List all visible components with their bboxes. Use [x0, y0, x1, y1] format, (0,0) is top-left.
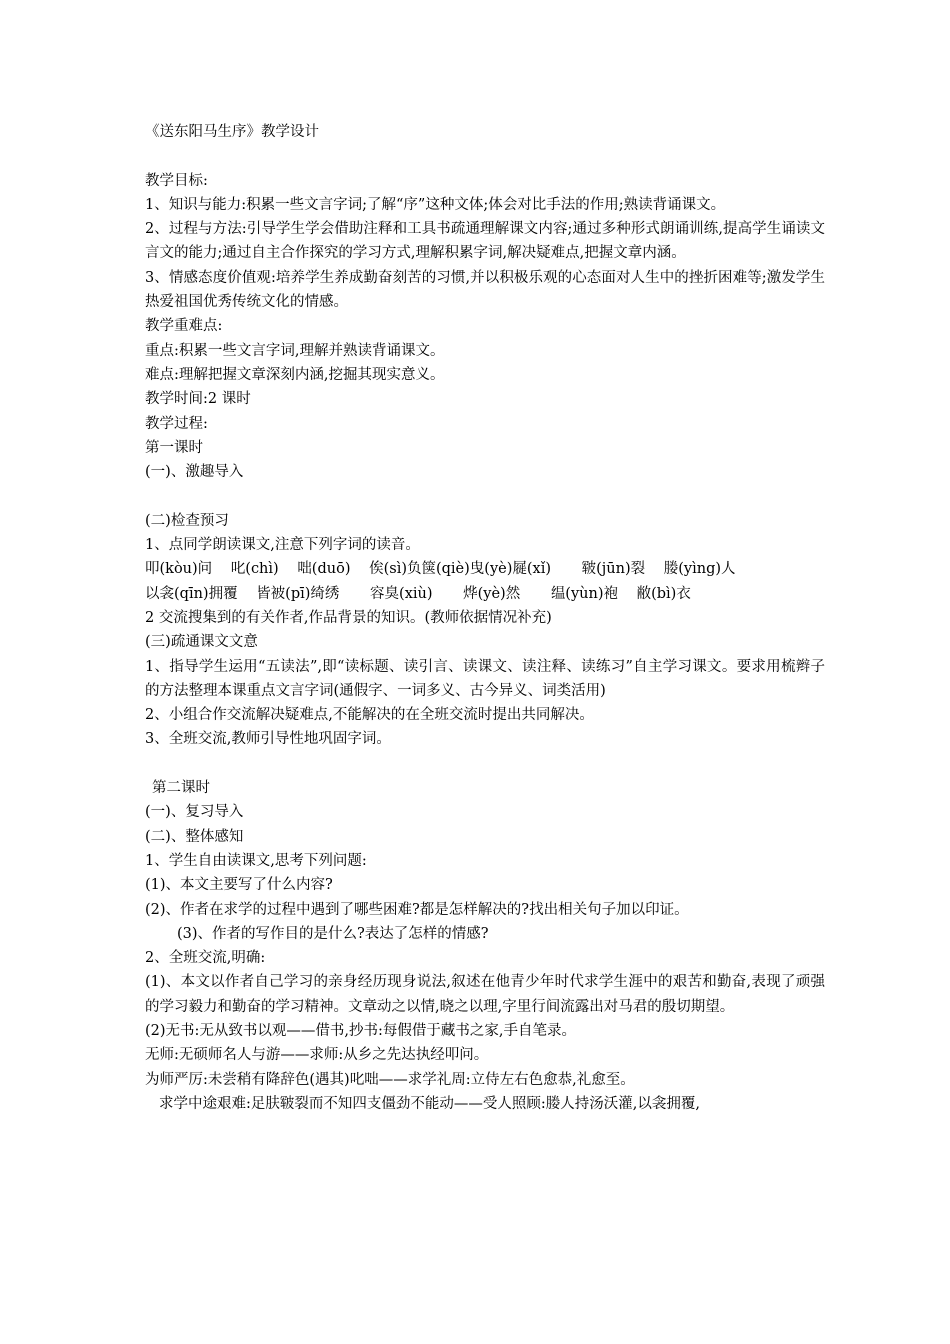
objective-2: 2、过程与方法:引导学生学会借助注释和工具书疏通理解课文内容;通过多种形式朗诵训练,提高学生诵读文言文的能力;通过自主合作探究的学习方式,理解积累字词,解决疑难点,把握文章内涵。 [145, 221, 825, 262]
document-page [145, 120, 825, 1116]
answer-4: 为师严厉:未尝稍有降辞色(遇其)叱咄——求学礼周:立侍左右色愈恭,礼愈至。 [145, 1071, 635, 1088]
pron-word: 敝(bì)衣 [636, 585, 691, 602]
understand-item-3: 3、全班交流,教师引导性地巩固字词。 [145, 731, 391, 748]
question-2: (2)、作者在求学的过程中遇到了哪些困难?都是怎样解决的?找出相关句子加以印证。 [145, 901, 689, 918]
understand-item-2: 2、小组合作交流解决疑难点,不能解决的在全班交流时提出共同解决。 [145, 707, 594, 724]
pron-word: 容臭(xiù) [370, 585, 433, 602]
lesson-1-section-3: (三)疏通课文文意 [145, 634, 258, 651]
lesson-2-section-2: (二)、整体感知 [145, 828, 244, 845]
key-point: 重点:积累一些文言字词,理解并熟读背诵课文。 [145, 342, 445, 359]
answer-1: (1)、本文以作者自己学习的亲身经历现身说法,叙述在他青少年时代求学生涯中的艰苦和勤奋,表现了顽强的学习毅力和勤奋的学习精神。文章动之以情,晓之以理,字里行间流露出对马君的殷切期望。 [145, 974, 825, 1015]
spacer [145, 752, 825, 776]
question-3: (3)、作者的写作目的是什么?表达了怎样的情感? [177, 925, 489, 942]
understand-item-1: 1、指导学生运用“五读法”,即“读标题、读引言、读课文、读注释、读练习”自主学习课文。要求用梳辫子的方法整理本课重点文言字词(通假字、一词多义、古今异义、词类活用) [145, 658, 825, 699]
process-heading: 教学过程: [145, 415, 208, 432]
lesson-2-item-2: 2、全班交流,明确: [145, 950, 266, 967]
objective-3: 3、情感态度价值观:培养学生养成勤奋刻苦的习惯,并以积极乐观的心态面对人生中的挫折困难等;激发学生热爱祖国优秀传统文化的情感。 [145, 269, 825, 311]
lesson-1-heading: 第一课时 [145, 439, 203, 456]
answer-5: 求学中途艰难:足肤皲裂而不知四支僵劲不能动——受人照顾:媵人持汤沃灌,以衾拥覆, [159, 1095, 700, 1112]
pron-word: 缊(yùn)袍 [550, 585, 618, 602]
spacer [145, 484, 825, 508]
pron-word: 俟(sì)负箧(qiè)曳(yè)屣(xǐ) [369, 561, 552, 578]
lesson-1-section-2: (二)检查预习 [145, 512, 229, 529]
pron-word: 以衾(qīn)拥覆 [145, 585, 238, 602]
answer-3: 无师:无硕师名人与游——求师:从乡之先达执经叩问。 [145, 1047, 489, 1064]
answer-2: (2)无书:无从致书以观——借书,抄书:每假借于藏书之家,手自笔录。 [145, 1022, 577, 1039]
lesson-2-section-1: (一)、复习导入 [145, 804, 244, 821]
pronunciation-line-1 [145, 557, 825, 581]
pron-word: 皲(jūn)裂 [581, 561, 646, 578]
document-title: 《送东阳马生序》教学设计 [145, 124, 319, 140]
preview-item-1: 1、点同学朗读课文,注意下列字词的读音。 [145, 537, 420, 554]
question-1: (1)、本文主要写了什么内容? [145, 877, 333, 894]
difficult-point: 难点:理解把握文章深刻内涵,挖掘其现实意义。 [145, 366, 445, 383]
spacer [145, 144, 825, 168]
teaching-time: 教学时间:2 课时 [145, 391, 251, 408]
lesson-2-item-1: 1、学生自由读课文,思考下列问题: [145, 852, 367, 869]
key-points-heading: 教学重难点: [145, 318, 223, 335]
pron-word: 叩(kòu)问 [145, 561, 213, 578]
objectives-heading: 教学目标: [145, 172, 208, 189]
objective-1: 1、知识与能力:积累一些文言字词;了解“序”这种文体;体会对比手法的作用;熟读背诵课文。 [145, 196, 726, 213]
pron-word: 皆被(pī)绮绣 [256, 585, 340, 602]
preview-item-2: 2 交流搜集到的有关作者,作品背景的知识。(教师依据情况补充) [145, 609, 552, 626]
pronunciation-line-2 [145, 582, 825, 606]
lesson-2-heading: 第二课时 [152, 780, 210, 797]
lesson-1-section-1: (一)、激趣导入 [145, 464, 244, 481]
pron-word: 烨(yè)然 [463, 585, 521, 602]
pron-word: 咄(duō) [297, 561, 351, 578]
pron-word: 媵(yìng)人 [663, 561, 736, 578]
pron-word: 叱(chì) [230, 561, 279, 578]
